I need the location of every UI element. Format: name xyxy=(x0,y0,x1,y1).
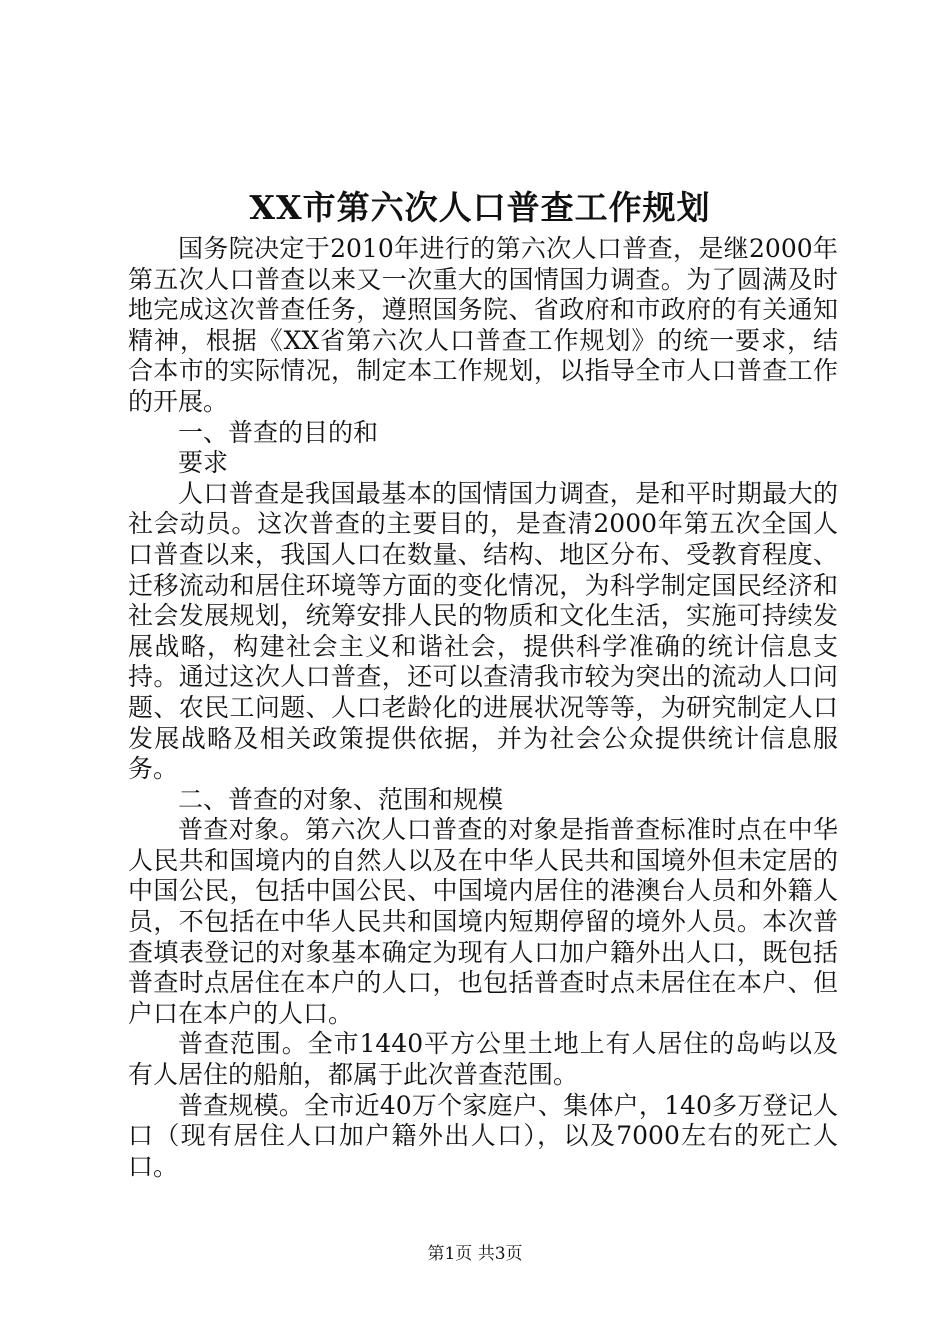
section-heading-1-line-2: 要求 xyxy=(178,448,229,478)
section-heading-2: 二、普查的对象、范围和规模 xyxy=(178,784,504,814)
section-heading-1-line-1: 一、普查的目的和 xyxy=(178,417,379,447)
document-body xyxy=(128,234,838,1182)
census-scale-paragraph: 普查规模。全市近40万个家庭户、集体户，140多万登记人口（现有居住人口加户籍外出人口），以及7000左右的死亡人口。 xyxy=(128,1090,838,1181)
document-title: XX市第六次人口普查工作规划 xyxy=(249,188,711,227)
purpose-paragraph: 人口普查是我国最基本的国情国力调查，是和平时期最大的社会动员。这次普查的主要目的，是查清2000年第五次全国人口普查以来，我国人口在数量、结构、地区分布、受教育程度、迁移流动和居住环境等方面的变化情况，为科学制定国民经济和社会发展规划，统筹安排人民的物质和文化生活，实施可持续发展战略，构建社会主义和谐社会，提供科学准确的统计信息支持。通过这次人口普查，还可以查清我市较为突出的流动人口问题、农民工问题、人口老龄化的进展状况等等，为研究制定人口发展战略及相关政策提供依据，并为社会公众提供统计信息服务。 xyxy=(128,478,838,784)
census-subject-paragraph: 普查对象。第六次人口普查的对象是指普查标准时点在中华人民共和国境内的自然人以及在中华人民共和国境外但未定居的中国公民，包括中国公民、中国境内居住的港澳台人员和外籍人员，不包括在中华人民共和国境内短期停留的境外人员。本次普查填表登记的对象基本确定为现有人口加户籍外出人口，既包括普查时点居住在本户的人口，也包括普查时点未居住在本户、但户口在本户的人口。 xyxy=(128,815,838,1028)
page-indicator: 第1页 共3页 xyxy=(427,1244,523,1264)
intro-paragraph: 国务院决定于2010年进行的第六次人口普查，是继2000年第五次人口普查以来又一次重大的国情国力调查。为了圆满及时地完成这次普查任务，遵照国务院、省政府和市政府的有关通知精神，根据《XX省第六次人口普查工作规划》的统一要求，结合本市的实际情况，制定本工作规划，以指导全市人口普查工作的开展。 xyxy=(128,234,838,416)
census-scope-paragraph: 普查范围。全市1440平方公里土地上有人居住的岛屿以及有人居住的船舶，都属于此次普查范围。 xyxy=(128,1029,838,1090)
